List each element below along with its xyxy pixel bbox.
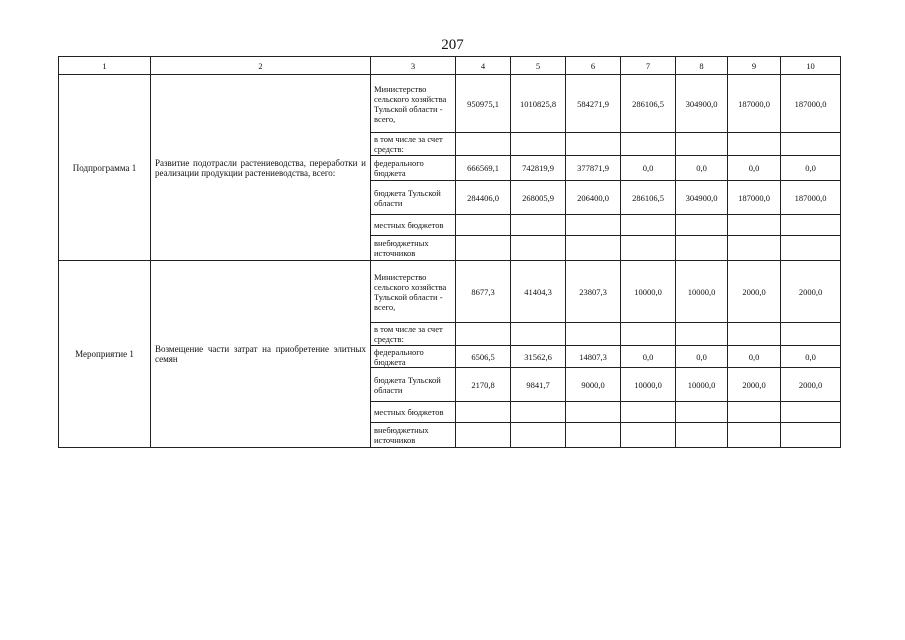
amount-cell: 0,0 — [728, 346, 781, 368]
amount-cell — [566, 133, 621, 156]
amount-cell — [781, 236, 841, 261]
amount-cell: 6506,5 — [456, 346, 511, 368]
amount-cell: 0,0 — [676, 156, 728, 181]
amount-cell: 10000,0 — [676, 368, 728, 402]
amount-cell: 187000,0 — [781, 75, 841, 133]
amount-cell — [511, 236, 566, 261]
amount-cell — [676, 423, 728, 448]
amount-cell: 187000,0 — [781, 181, 841, 215]
amount-cell — [621, 423, 676, 448]
amount-cell — [566, 215, 621, 236]
amount-cell — [456, 236, 511, 261]
amount-cell: 0,0 — [621, 346, 676, 368]
amount-cell — [728, 236, 781, 261]
amount-cell: 0,0 — [781, 346, 841, 368]
amount-cell — [456, 133, 511, 156]
amount-cell — [456, 402, 511, 423]
amount-cell — [676, 402, 728, 423]
column-number-6: 6 — [566, 57, 621, 75]
amount-cell: 41404,3 — [511, 261, 566, 323]
column-number-8: 8 — [676, 57, 728, 75]
amount-cell — [511, 323, 566, 346]
amount-cell — [781, 323, 841, 346]
amount-cell — [728, 133, 781, 156]
amount-cell: 10000,0 — [621, 261, 676, 323]
amount-cell — [676, 133, 728, 156]
amount-cell: 584271,9 — [566, 75, 621, 133]
amount-cell: 0,0 — [781, 156, 841, 181]
amount-cell — [781, 423, 841, 448]
page-number: 207 — [441, 37, 464, 53]
amount-cell — [728, 402, 781, 423]
amount-cell: 666569,1 — [456, 156, 511, 181]
column-number-4: 4 — [456, 57, 511, 75]
amount-cell: 304900,0 — [676, 75, 728, 133]
amount-cell — [676, 215, 728, 236]
amount-cell — [781, 402, 841, 423]
amount-cell: 9841,7 — [511, 368, 566, 402]
amount-cell — [621, 133, 676, 156]
amount-cell — [676, 236, 728, 261]
amount-cell — [456, 423, 511, 448]
header-row — [59, 57, 841, 75]
column-number-1: 1 — [59, 57, 151, 75]
amount-cell: 23807,3 — [566, 261, 621, 323]
amount-cell — [621, 215, 676, 236]
funding-source: в том числе за счет средств: — [371, 133, 456, 156]
funding-source: федерального бюджета — [371, 346, 456, 368]
amount-cell — [511, 402, 566, 423]
amount-cell — [456, 323, 511, 346]
block-description: Возмещение части затрат на приобретение элитных семян — [151, 261, 371, 448]
amount-cell: 284406,0 — [456, 181, 511, 215]
column-number-5: 5 — [511, 57, 566, 75]
amount-cell: 1010825,8 — [511, 75, 566, 133]
column-number-10: 10 — [781, 57, 841, 75]
funding-source: внебюджетных источников — [371, 423, 456, 448]
table-row — [59, 75, 841, 133]
amount-cell: 2000,0 — [781, 261, 841, 323]
amount-cell: 304900,0 — [676, 181, 728, 215]
amount-cell — [621, 402, 676, 423]
amount-cell — [566, 236, 621, 261]
amount-cell: 742819,9 — [511, 156, 566, 181]
amount-cell: 14807,3 — [566, 346, 621, 368]
amount-cell: 2000,0 — [728, 261, 781, 323]
funding-source: внебюджетных источников — [371, 236, 456, 261]
column-number-2: 2 — [151, 57, 371, 75]
amount-cell — [621, 236, 676, 261]
funding-source: в том числе за счет средств: — [371, 323, 456, 346]
column-number-7: 7 — [621, 57, 676, 75]
amount-cell — [621, 323, 676, 346]
amount-cell: 0,0 — [676, 346, 728, 368]
funding-source: Министерство сельского хозяйства Тульской области - всего, — [371, 261, 456, 323]
block-description: Развитие подотрасли растениеводства, переработки и реализации продукции растениеводства, всего: — [151, 75, 371, 261]
block-label: Мероприятие 1 — [59, 261, 151, 448]
amount-cell — [566, 402, 621, 423]
amount-cell: 9000,0 — [566, 368, 621, 402]
amount-cell — [566, 423, 621, 448]
amount-cell: 187000,0 — [728, 75, 781, 133]
amount-cell: 31562,6 — [511, 346, 566, 368]
funding-source: федерального бюджета — [371, 156, 456, 181]
funding-source: местных бюджетов — [371, 215, 456, 236]
amount-cell: 2000,0 — [728, 368, 781, 402]
amount-cell: 950975,1 — [456, 75, 511, 133]
amount-cell — [676, 323, 728, 346]
amount-cell — [511, 423, 566, 448]
amount-cell: 2000,0 — [781, 368, 841, 402]
amount-cell — [728, 215, 781, 236]
amount-cell — [566, 323, 621, 346]
amount-cell — [781, 133, 841, 156]
amount-cell: 0,0 — [621, 156, 676, 181]
budget-table — [58, 56, 841, 448]
amount-cell — [456, 215, 511, 236]
amount-cell — [728, 423, 781, 448]
amount-cell: 206400,0 — [566, 181, 621, 215]
amount-cell — [511, 133, 566, 156]
block-label: Подпрограмма 1 — [59, 75, 151, 261]
funding-source: Министерство сельского хозяйства Тульской области - всего, — [371, 75, 456, 133]
amount-cell: 10000,0 — [676, 261, 728, 323]
amount-cell — [728, 323, 781, 346]
funding-source: местных бюджетов — [371, 402, 456, 423]
funding-source: бюджета Тульской области — [371, 181, 456, 215]
amount-cell: 8677,3 — [456, 261, 511, 323]
table-row — [59, 261, 841, 323]
amount-cell — [511, 215, 566, 236]
funding-source: бюджета Тульской области — [371, 368, 456, 402]
amount-cell: 286106,5 — [621, 75, 676, 133]
amount-cell: 286106,5 — [621, 181, 676, 215]
amount-cell: 0,0 — [728, 156, 781, 181]
amount-cell: 187000,0 — [728, 181, 781, 215]
amount-cell: 268005,9 — [511, 181, 566, 215]
amount-cell: 377871,9 — [566, 156, 621, 181]
column-number-9: 9 — [728, 57, 781, 75]
amount-cell — [781, 215, 841, 236]
amount-cell: 2170,8 — [456, 368, 511, 402]
column-number-3: 3 — [371, 57, 456, 75]
amount-cell: 10000,0 — [621, 368, 676, 402]
